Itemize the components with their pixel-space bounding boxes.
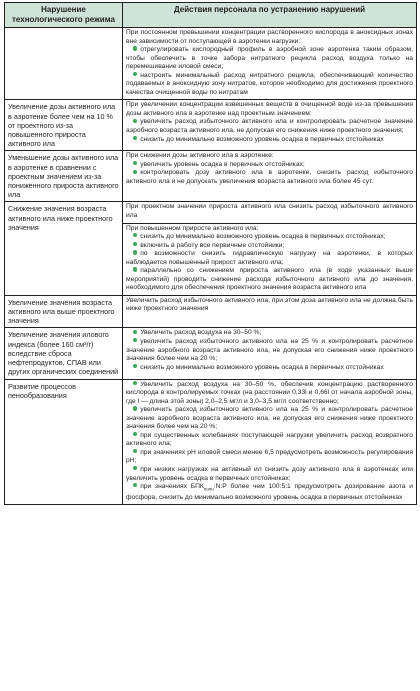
bullet-dot-icon [133,466,137,470]
actions-cell [123,28,417,100]
bullet-dot-icon [133,46,137,50]
actions-cell [123,202,417,295]
violation-cell [5,28,123,100]
bullet-dot-icon [133,338,137,342]
document-page [4,2,416,505]
action-paragraph: При повышенном приросте активного ила: [123,223,416,234]
bullet-dot-icon [133,170,137,174]
bullet-dot-icon [133,432,137,436]
action-bullet [126,364,413,373]
action-paragraph: При постоянном превышении концентрации растворенного кислорода в аноксидных зонах вне зависимости от поступающей в аэротенки нагрузки: [126,29,413,45]
action-text: отрегулировать кислородный профиль в аэробной зоне аэротенка таким образом, чтобы обеспечить в точке забора нитратного рецикла расход воздуха только на перемешивание иловой смеси; [126,46,413,71]
bullet-dot-icon [133,330,137,334]
action-text: :N:P более чем 100:5:1 предусмотреть дозирование азота и фосфора, снизить до минимально возможного уровень осадка в первичных отстойниках [126,483,414,501]
table-row [5,328,417,379]
violation-cell: Увеличение значения илового индекса (более 160 см³/г) вследствие сброса нефтепродуктов, СПАВ или других органических соединений [5,328,123,379]
action-bullet [126,466,413,483]
subscript: полн [203,486,214,492]
action-text: контролировать дозу активного ила в аэротенке, снизить расход избыточного активного ила и не допускать увеличения возраста активного ила более 45 сут. [126,169,413,186]
action-bullet [126,329,413,338]
bullet-dot-icon [133,233,137,237]
table-row [5,151,417,202]
action-bullet [126,233,413,242]
table-row [5,28,417,100]
actions-cell [123,295,417,328]
action-bullet [126,267,413,293]
bullet-dot-icon [133,406,137,410]
bullet-dot-icon [133,250,137,254]
action-bullet [126,449,413,466]
action-text: по возможности снизить гидравлическую нагрузку на аэротенки, в которых наблюдается повышенный прирост активного ила; [126,250,413,266]
bullet-dot-icon [133,449,137,453]
table-row [5,202,417,295]
action-text: параллельно со снижением прироста активного ила (в ходе указанных выше мероприятий) проводить снижение расхода избыточного активного ила до значения, необходимого для обеспечения проектного значения возраста активного ила [126,267,413,292]
action-bullet [126,483,413,502]
action-bullet [126,242,413,251]
violation-cell: Увеличение дозы активного ила в аэротенке более чем на 10 % от проектного из-за повышенного прироста активного ила [5,100,123,151]
action-bullet [126,169,413,186]
action-text: увеличить уровень осадка в первичных отстойниках; [140,160,305,168]
action-paragraph: При снижении дозы активного ила в аэротенке: [126,152,274,160]
action-paragraph: Увеличить расход избыточного активного ила, при этом доза активного ила не должна быть ниже проектного значения [126,296,413,313]
bullet-dot-icon [133,161,137,165]
action-text: снизить до минимально возможного уровень осадка в первичных отстойниках [140,135,384,143]
action-text: Увеличить расход воздуха на 30–50 %; [140,329,262,337]
bullet-dot-icon [133,136,137,140]
action-bullet [126,136,413,145]
violation-cell: Развитие процессов пенообразования [5,379,123,505]
violation-cell: Увеличение значения возраста активного ила выше проектного значения [5,295,123,328]
action-paragraph: При увеличении концентрации взвешенных веществ в очищенной воде из-за превышения дозы активного ила в аэротенке над проектным значением: [126,101,413,117]
troubleshooting-table [4,2,417,505]
action-bullet [126,250,413,267]
bullet-dot-icon [133,242,137,246]
actions-cell [123,100,417,151]
bullet-dot-icon [133,267,137,271]
action-text: увеличить расход избыточного активного ила на 25 % и контролировать расчетное значение аэробного возраста активного ила, не допуская его снижения ниже проектного значения более чем на 20 %; [126,406,413,431]
action-text: при существенных колебаниях поступающей нагрузки увеличить расход возвратного активного ила; [126,431,413,448]
bullet-dot-icon [133,381,137,385]
violation-cell: Снижение значения возраста активного ила ниже проектного значения [5,202,123,295]
action-bullet [126,406,413,432]
bullet-dot-icon [133,483,137,487]
table-row [5,100,417,151]
action-text: увеличить расход избыточного активного ила и контролировать расчетное значение аэробного возраста активного ила, не допуская его снижения ниже проектного значения; [126,118,413,135]
action-text: снизить до минимально возможного уровень осадка в первичных отстойниках [140,363,384,371]
bullet-dot-icon [133,72,137,76]
action-bullet [126,338,413,364]
violation-cell: Уменьшение дозы активного ила в аэротенке в сравнении с проектным значением из-за пониженного прироста активного ила [5,151,123,202]
action-text: при значениях БПК [140,483,204,491]
action-bullet [126,46,413,72]
action-bullet [126,381,413,407]
action-text: включить в работу все первичные отстойники; [140,241,285,249]
action-bullet [126,432,413,449]
actions-cell [123,151,417,202]
action-text: настроить минимальный расход нитратного рецикла, обеспечивающий количество подаваемых в аноксидную зону нитратов, которое необходимо для достижения проектного качества очищенной воды по нитратам [126,71,413,96]
table-row [5,295,417,328]
bullet-dot-icon [133,119,137,123]
table-header-row [5,3,417,28]
actions-cell [123,328,417,379]
action-paragraph: При проектном значении прироста активного ила снизить расход избыточного активного ила [126,203,413,219]
action-text: при низких нагрузках на активный ил снизить дозу активного ила в аэротенках или увеличить уровень осадка в первичных отстойниках; [126,465,413,482]
table-body [5,28,417,505]
table-row [5,379,417,505]
action-bullet [126,72,413,98]
action-text: увеличить расход избыточного активного ила на 25 % и контролировать расчетное значение аэробного возраста активного ила, не допуская его снижения ниже проектного значения более чем на 20 %; [126,338,413,363]
header-violation: Нарушение технологического режима [5,3,123,28]
header-actions: Действия персонала по устранению нарушений [123,3,417,28]
bullet-dot-icon [133,364,137,368]
action-text: при значениях pH иловой смеси менее 6,5 предусмотреть возможность регулирования pH; [126,448,413,465]
action-text: Увеличить расход воздуха на 30–50 %, обеспечив концентрацию растворенного кислорода в контролируемых точках (на расстоянии 0,33l и 0,66l от начала аэробной зоны, где l — длина этой зоны) 2,0–2,5 мг/л и 3,0–3,5 мг/л соответственно; [126,380,413,405]
actions-cell [123,379,417,505]
action-bullet [126,118,413,135]
action-text: снизить до минимально возможного уровень осадка в первичных отстойниках; [140,233,386,241]
